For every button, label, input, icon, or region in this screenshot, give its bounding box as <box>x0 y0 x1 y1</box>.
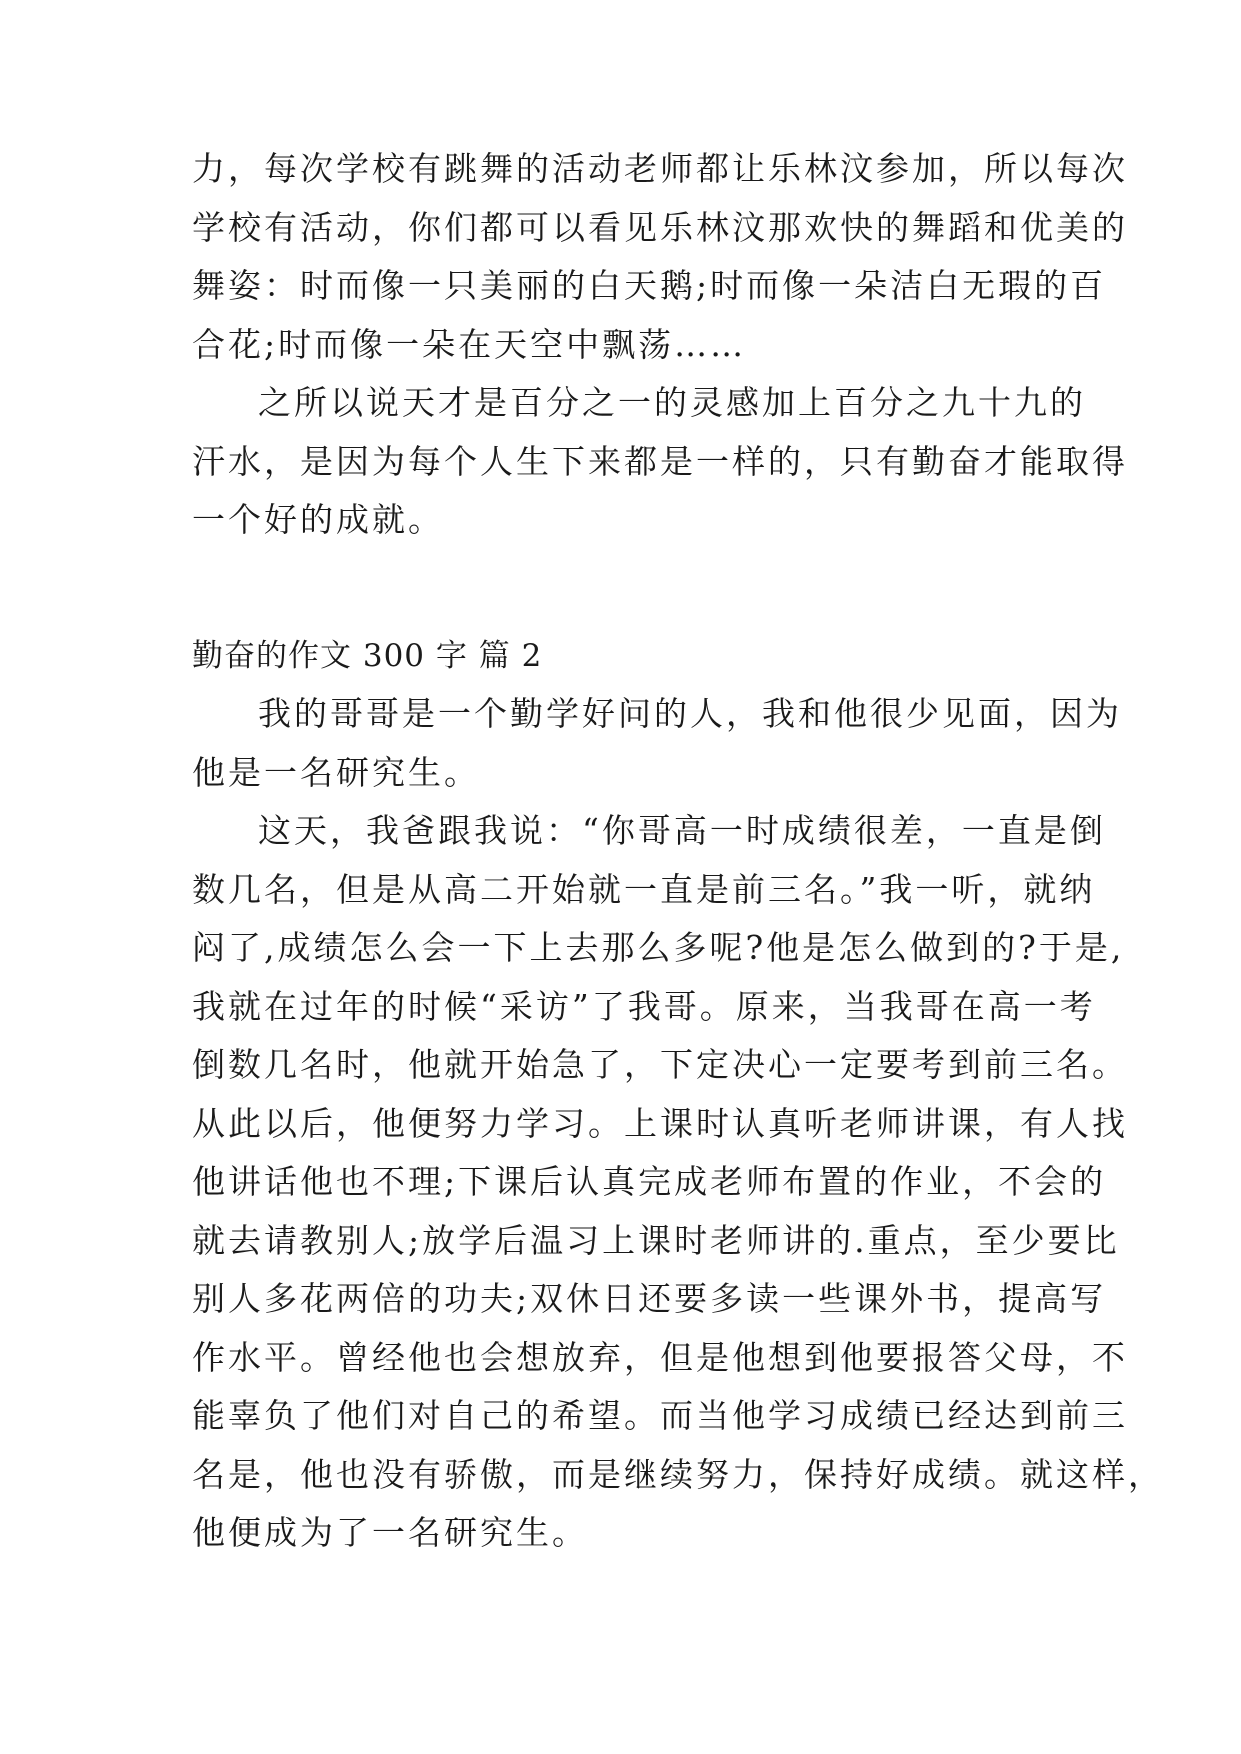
text-line: 汗水，是因为每个人生下来都是一样的，只有勤奋才能取得 <box>192 441 1128 481</box>
text-line: 之所以说天才是百分之一的灵感加上百分之九十九的 <box>258 383 1086 422</box>
text-line: 就去请教别人;放学后温习上课时老师讲的.重点，至少要比 <box>192 1220 1120 1260</box>
text-line: 名是，他也没有骄傲，而是继续努力，保持好成绩。就这样， <box>192 1454 1164 1494</box>
text-line: 我就在过年的时候“采访”了我哥。原来，当我哥在高一考 <box>192 986 1096 1026</box>
text-line: 合花;时而像一朵在天空中飘荡…… <box>192 324 747 364</box>
paragraph-conclusion <box>192 374 1128 550</box>
text-line: 力，每次学校有跳舞的活动老师都让乐林汶参加，所以每次 <box>192 149 1128 188</box>
text-line: 舞姿：时而像一只美丽的白天鹅;时而像一朵洁白无瑕的百 <box>192 266 1107 305</box>
section-spacer <box>192 550 1072 627</box>
document-body <box>192 140 1164 1563</box>
paragraph-story <box>192 802 1164 1563</box>
text-line: 我的哥哥是一个勤学好问的人，我和他很少见面，因为 <box>258 694 1122 733</box>
text-line: 一个好的成就。 <box>192 500 444 539</box>
text-line: 这天，我爸跟我说：“你哥高一时成绩很差，一直是倒 <box>258 811 1106 850</box>
text-line: 从此以后，他便努力学习。上课时认真听老师讲课，有人找 <box>192 1103 1128 1143</box>
text-line: 学校有活动，你们都可以看见乐林汶那欢快的舞蹈和优美的 <box>192 207 1128 247</box>
paragraph-intro <box>192 685 1122 802</box>
text-line: 他讲话他也不理;下课后认真完成老师布置的作业，不会的 <box>192 1162 1107 1201</box>
text-line: 能辜负了他们对自己的希望。而当他学习成绩已经达到前三 <box>192 1396 1128 1435</box>
text-line: 他便成为了一名研究生。 <box>192 1513 588 1552</box>
text-line: 数几名，但是从高二开始就一直是前三名。”我一听，就纳 <box>192 869 1096 909</box>
paragraph-continuation <box>192 140 1128 374</box>
text-line: 倒数几名时，他就开始急了，下定决心一定要考到前三名。 <box>192 1045 1128 1084</box>
text-line: 他是一名研究生。 <box>192 752 480 792</box>
text-line: 作水平。曾经他也会想放弃，但是他想到他要报答父母，不 <box>192 1337 1128 1377</box>
text-line: 闷了,成绩怎么会一下上去那么多呢?他是怎么做到的?于是, <box>192 928 1125 967</box>
text-line: 别人多花两倍的功夫;双休日还要多读一些课外书，提高写 <box>192 1279 1107 1318</box>
section-heading: 勤奋的作文 300 字 篇 2 <box>192 637 543 674</box>
